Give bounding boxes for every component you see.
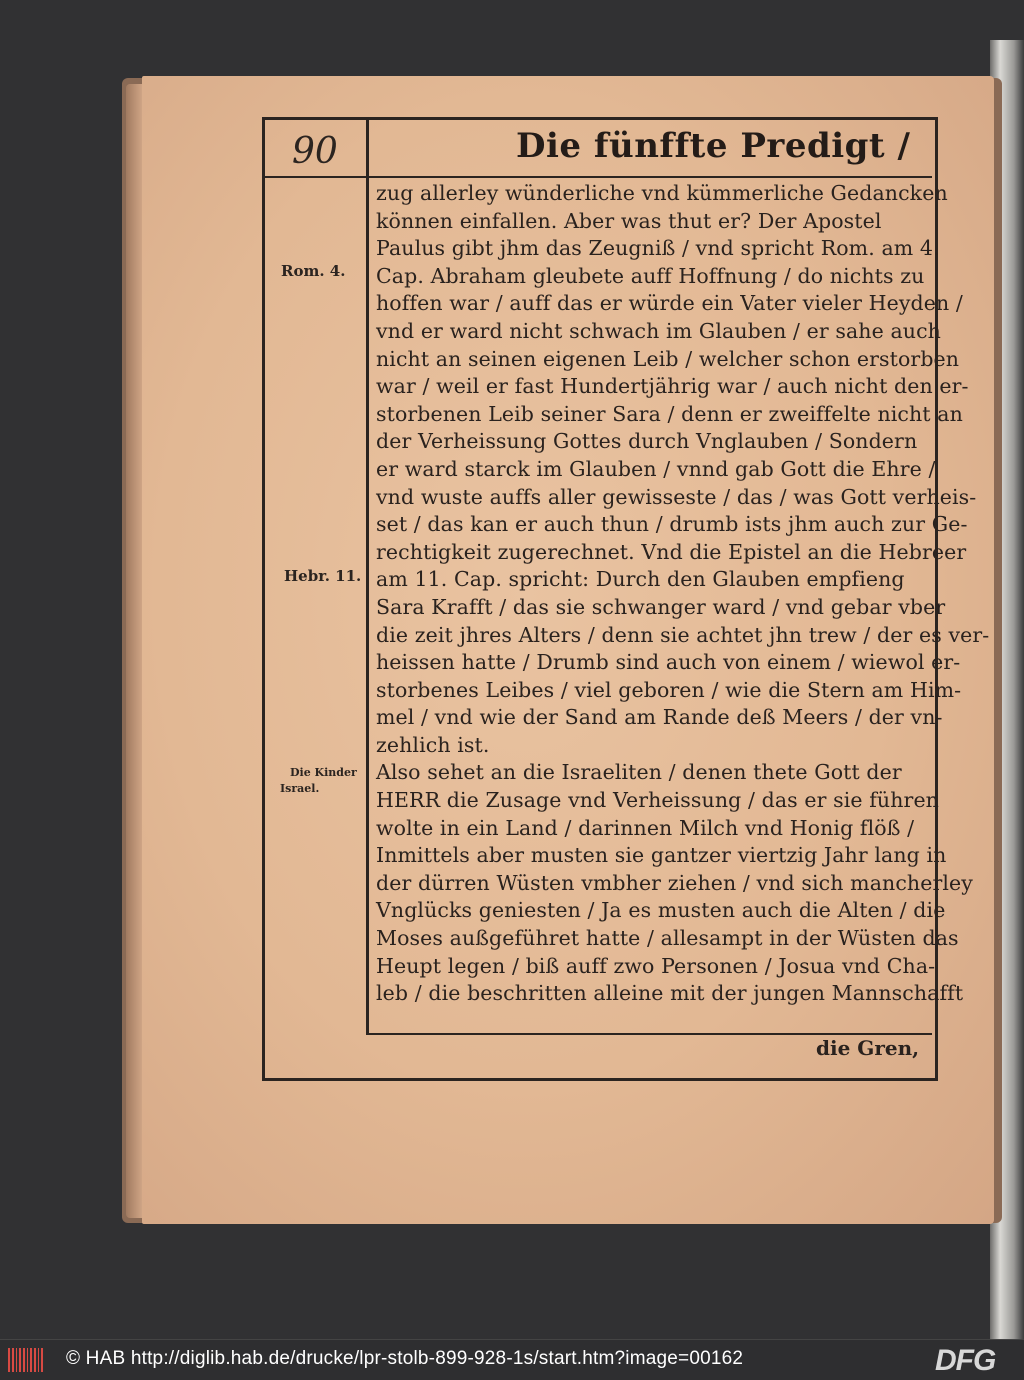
text-line: rechtigkeit zugerechnet. Vnd die Epistel an die Hebreer xyxy=(376,539,967,564)
header-rule xyxy=(262,176,932,178)
text-line: zug allerley wünderliche vnd kümmerliche Gedancken xyxy=(376,181,948,205)
text-line: vnd wuste auffs aller gewisseste / das / was Gott verheis- xyxy=(376,484,977,509)
text-line: Heupt legen / biß auff zwo Personen / Josua vnd Cha- xyxy=(376,953,936,978)
running-header: Die fünffte Predigt / xyxy=(516,126,911,166)
text-line: Inmittels aber musten sie gantzer viertzig Jahr lang in xyxy=(376,843,947,868)
text-line: nicht an seinen eigenen Leib / welcher schon erstorben xyxy=(376,346,960,371)
text-line: HERR die Zusage vnd Verheissung / das er sie führen xyxy=(376,788,939,813)
text-line: die zeit jhres Alters / denn sie achtet jhn trew / der es ver- xyxy=(376,622,990,647)
dfg-logo: DFG xyxy=(935,1344,996,1377)
text-line: zehlich ist. xyxy=(376,732,490,757)
text-line: wolte in ein Land / darinnen Milch vnd Honig flöß / xyxy=(376,815,915,840)
text-line: vnd er ward nicht schwach im Glauben / er sahe auch xyxy=(376,318,941,343)
margin-divider xyxy=(366,117,369,1035)
body-text xyxy=(376,180,990,1008)
text-line: Also sehet an die Israeliten / denen thete Gott der xyxy=(376,760,902,785)
text-line: können einfallen. Aber was thut er? Der Apostel xyxy=(376,208,882,233)
catchword: die Gren, xyxy=(816,1036,920,1060)
footer-bar xyxy=(0,1339,1024,1380)
text-line: war / weil er fast Hundertjährig war / auch nicht den er- xyxy=(376,374,969,399)
margin-note-hebr: Hebr. 11. xyxy=(284,567,362,585)
text-line: heissen hatte / Drumb sind auch von einem / wiewol er- xyxy=(376,650,961,675)
page-number: 90 xyxy=(292,131,338,172)
text-line: Moses außgeführet hatte / allesampt in der Wüsten das xyxy=(376,926,959,951)
text-line: der Verheissung Gottes durch Vnglauben / Sondern xyxy=(376,429,918,454)
text-line: er ward starck im Glauben / vnnd gab Gott die Ehre / xyxy=(376,456,936,481)
text-line: hoffen war / auff das er würde ein Vater vieler Heyden / xyxy=(376,291,963,316)
text-line: Paulus gibt jhm das Zeugniß / vnd spricht Rom. am 4. xyxy=(376,236,940,261)
text-line: Vnglücks geniesten / Ja es musten auch die Alten / die xyxy=(376,898,946,923)
copyright-link[interactable]: © HAB http://diglib.hab.de/drucke/lpr-stolb-899-928-1s/start.htm?image=00162 xyxy=(66,1348,744,1369)
text-line: am 11. Cap. spricht: Durch den Glauben empfieng xyxy=(376,567,905,592)
text-line: storbenen Leib seiner Sara / denn er zweiffelte nicht an xyxy=(376,401,963,426)
text-line: der dürren Wüsten vmbher ziehen / vnd sich mancherley xyxy=(376,870,973,895)
margin-note-israel: Israel. xyxy=(280,782,320,795)
footer-rule xyxy=(366,1033,932,1035)
text-line: Sara Krafft / das sie schwanger ward / vnd gebar vber xyxy=(376,594,946,619)
margin-note-rom: Rom. 4. xyxy=(281,262,346,280)
barcode-icon xyxy=(8,1348,48,1372)
margin-note-kinder: Die Kinder xyxy=(290,766,357,779)
text-line: leb / die beschritten alleine mit der jungen Mannschafft xyxy=(376,981,964,1006)
text-line: mel / vnd wie der Sand am Rande deß Meers / der vn- xyxy=(376,705,943,730)
text-line: set / das kan er auch thun / drumb ists jhm auch zur Ge- xyxy=(376,512,968,537)
text-line: Cap. Abraham gleubete auff Hoffnung / do nichts zu xyxy=(376,263,925,288)
text-line: storbenes Leibes / viel geboren / wie die Stern am Him- xyxy=(376,677,962,702)
